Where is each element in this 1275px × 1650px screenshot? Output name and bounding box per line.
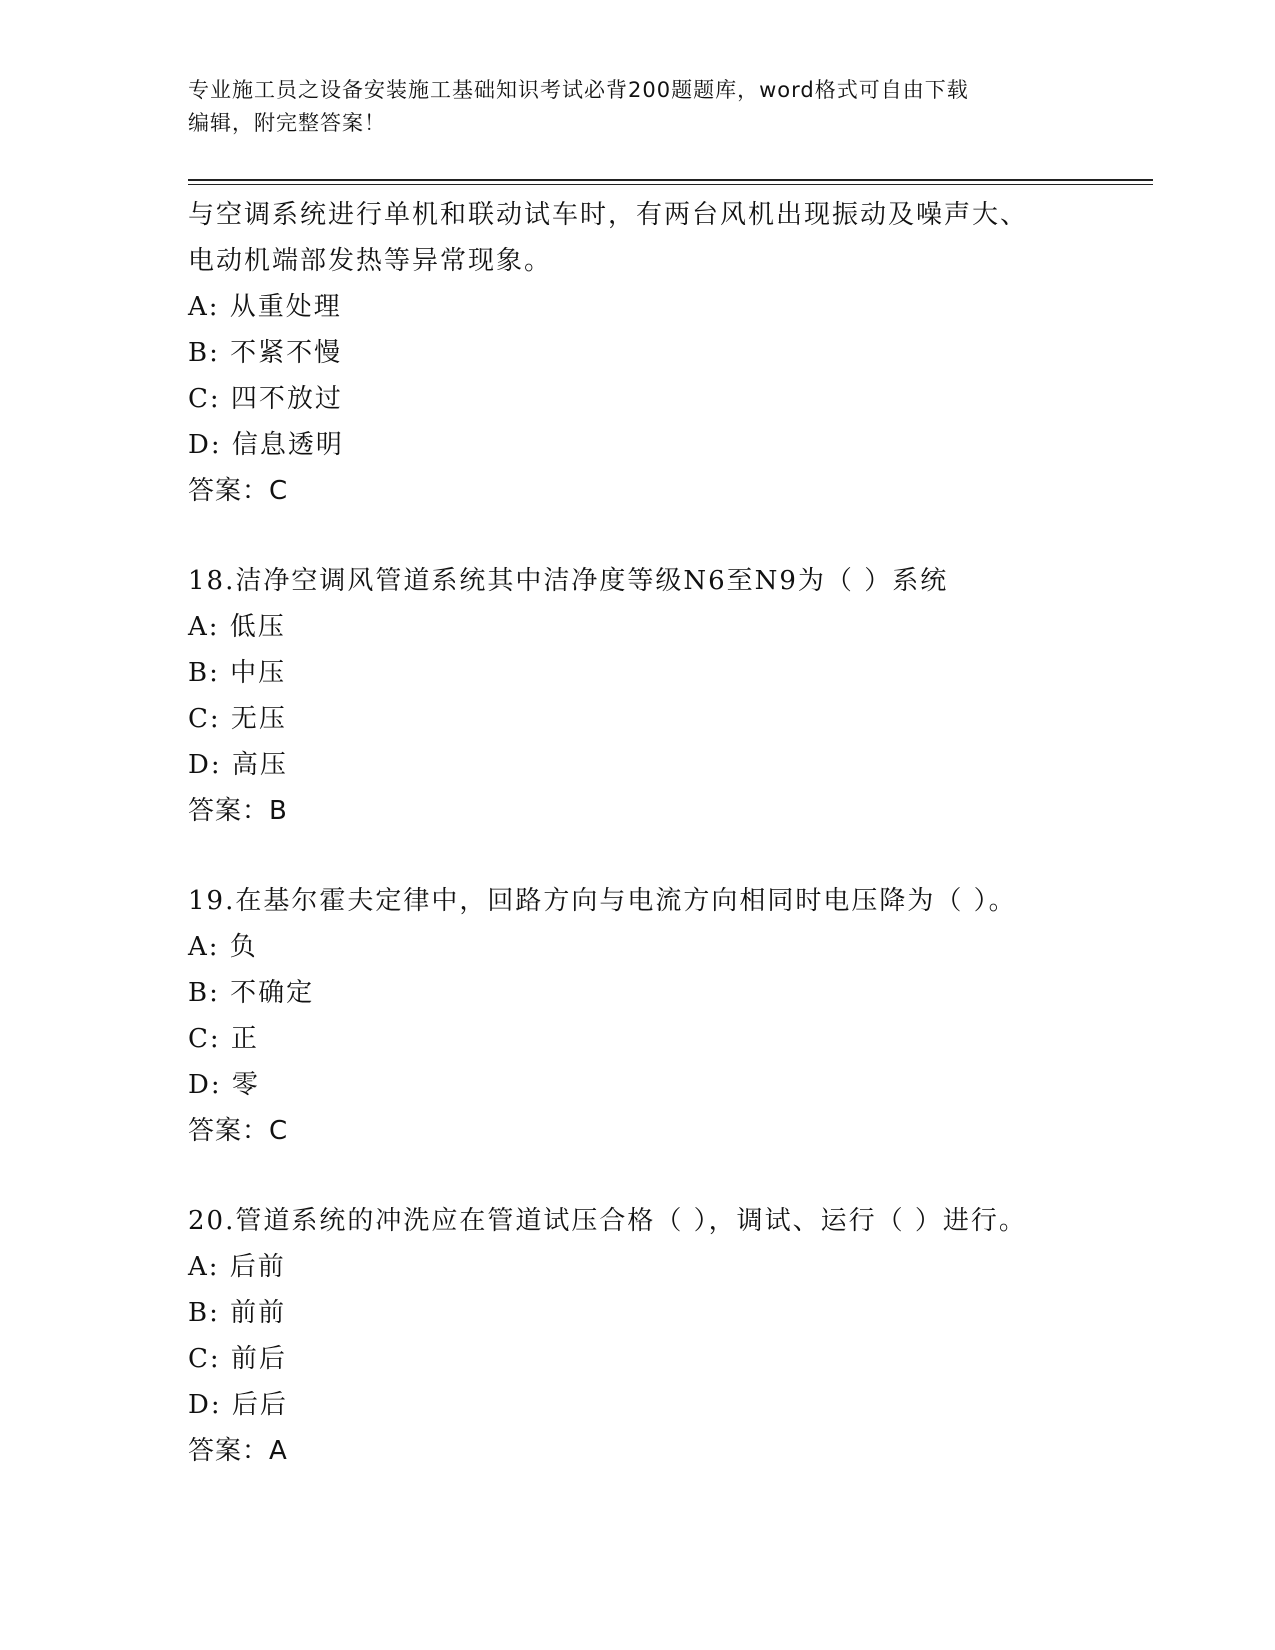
header-divider-thin — [188, 184, 1153, 185]
option-a: A: 低压 — [188, 612, 286, 642]
option-a: A: 从重处理 — [188, 292, 342, 322]
question-text-line-2: 电动机端部发热等异常现象。 — [188, 246, 553, 276]
option-d: D: 信息透明 — [188, 430, 344, 460]
answer-line: 答案：B — [188, 796, 288, 826]
spacer — [188, 514, 1088, 558]
option-a: A: 后前 — [188, 1252, 286, 1282]
option-d: D: 后后 — [188, 1390, 288, 1420]
option-b: B: 前前 — [188, 1298, 287, 1328]
option-c: C: 前后 — [188, 1344, 287, 1374]
question-18 — [188, 558, 1088, 834]
question-17-continued — [188, 192, 1088, 514]
question-text-line-1: 与空调系统进行单机和联动试车时，有两台风机出现振动及噪声大、 — [188, 200, 1029, 230]
option-c: C: 无压 — [188, 704, 287, 734]
question-list — [188, 192, 1088, 1474]
answer-line: 答案：C — [188, 476, 289, 506]
question-19 — [188, 878, 1088, 1154]
question-text: 18.洁净空调风管道系统其中洁净度等级N6至N9为（ ）系统 — [188, 566, 949, 596]
answer-line: 答案：C — [188, 1116, 289, 1146]
header-title-line-2: 编辑，附完整答案！ — [188, 111, 386, 135]
option-a: A: 负 — [188, 932, 258, 962]
option-c: C: 正 — [188, 1024, 259, 1054]
header-title-line-1: 专业施工员之设备安装施工基础知识考试必背200题题库，word格式可自由下载 — [188, 78, 969, 102]
answer-line: 答案：A — [188, 1436, 288, 1466]
option-d: D: 高压 — [188, 750, 288, 780]
question-text: 20.管道系统的冲洗应在管道试压合格（ ），调试、运行（ ）进行。 — [188, 1206, 1027, 1236]
spacer — [188, 834, 1088, 878]
question-text: 19.在基尔霍夫定律中，回路方向与电流方向相同时电压降为（ ）。 — [188, 886, 1017, 916]
option-d: D: 零 — [188, 1070, 260, 1100]
spacer — [188, 1154, 1088, 1198]
header-divider-thick — [188, 179, 1153, 181]
option-b: B: 中压 — [188, 658, 287, 688]
option-b: B: 不紧不慢 — [188, 338, 343, 368]
option-c: C: 四不放过 — [188, 384, 343, 414]
option-b: B: 不确定 — [188, 978, 315, 1008]
question-20 — [188, 1198, 1088, 1474]
document-header — [188, 74, 1088, 140]
